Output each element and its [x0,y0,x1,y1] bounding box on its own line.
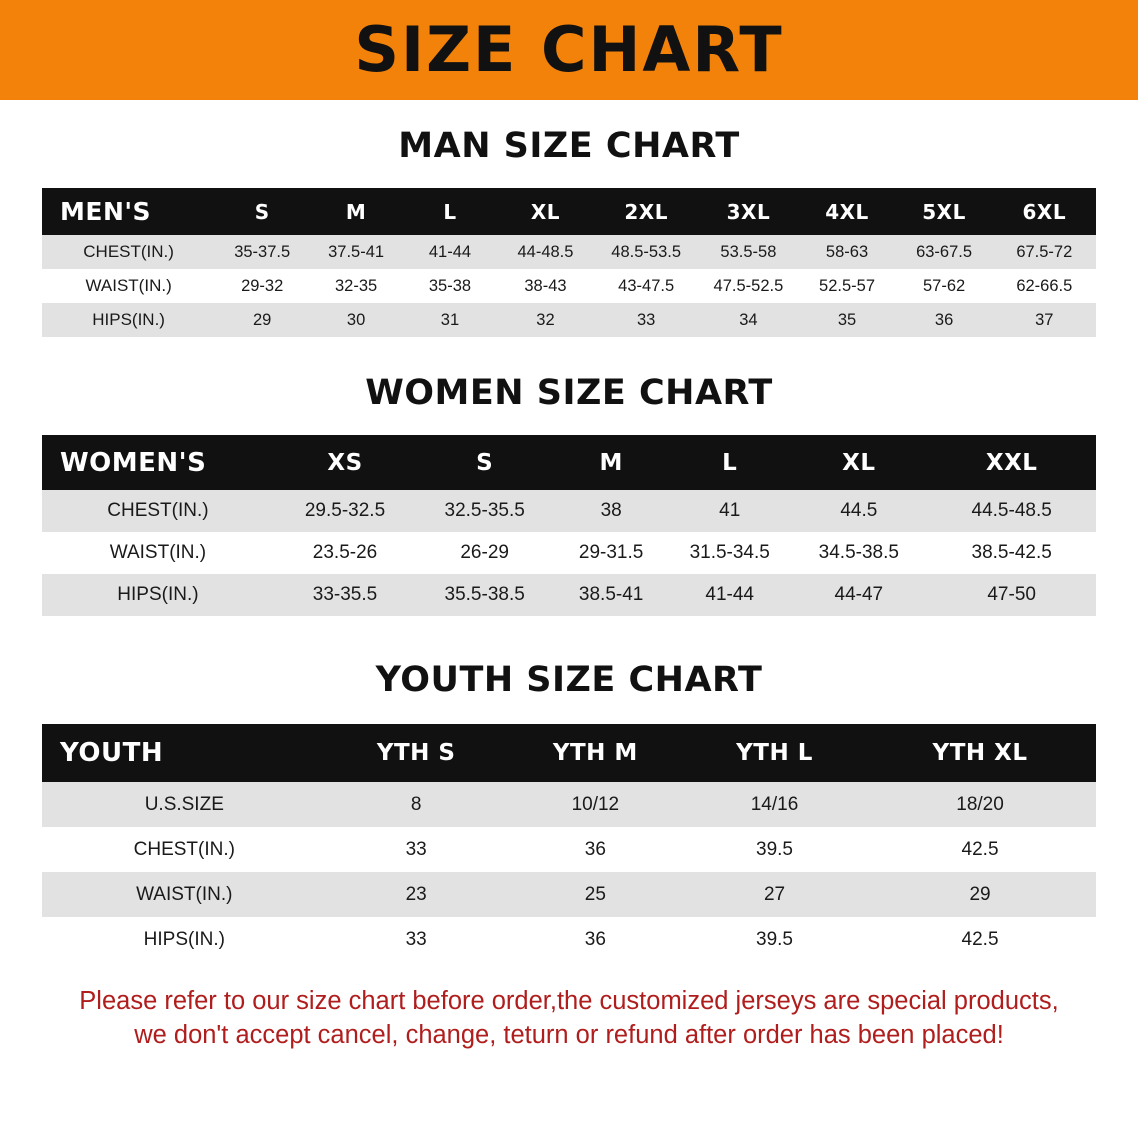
youth-size-table [42,724,1096,962]
youth-cell: 29 [864,872,1096,917]
women-cell: 44.5-48.5 [927,490,1096,532]
youth-cell: 33 [327,827,506,872]
man-cell: 58-63 [799,235,896,269]
women-row-label: WAIST(IN.) [42,532,274,574]
youth-header-cell: YOUTH [42,724,327,782]
youth-row-label: WAIST(IN.) [42,872,327,917]
man-section-heading: MAN SIZE CHART [398,126,740,166]
man-size-table [42,188,1096,337]
youth-cell: 18/20 [864,782,1096,827]
man-cell: 36 [896,303,993,337]
women-header-cell: M [553,435,669,490]
women-cell: 41-44 [669,574,790,616]
man-header-cell: 3XL [698,188,798,235]
youth-row-label: HIPS(IN.) [42,917,327,962]
youth-cell: 10/12 [506,782,685,827]
women-header-cell: XL [790,435,927,490]
table-row [42,872,1096,917]
youth-cell: 36 [506,917,685,962]
man-cell: 35-38 [403,269,497,303]
man-cell: 37.5-41 [309,235,403,269]
women-cell: 38.5-42.5 [927,532,1096,574]
women-cell: 38.5-41 [553,574,669,616]
man-cell: 41-44 [403,235,497,269]
youth-header-cell: YTH XL [864,724,1096,782]
women-header-cell: XS [274,435,416,490]
youth-header-cell: YTH L [685,724,864,782]
women-size-table [42,435,1096,616]
man-row-label: WAIST(IN.) [42,269,215,303]
women-row-label: CHEST(IN.) [42,490,274,532]
man-header-cell: 6XL [993,188,1096,235]
table-row [42,235,1096,269]
man-table-header-row [42,188,1096,235]
women-cell: 26-29 [416,532,553,574]
table-row [42,917,1096,962]
women-cell: 33-35.5 [274,574,416,616]
youth-table-header-row [42,724,1096,782]
women-cell: 44-47 [790,574,927,616]
youth-table-wrapper [0,724,1138,962]
man-cell: 35 [799,303,896,337]
women-cell: 29.5-32.5 [274,490,416,532]
policy-note-line-2: we don't accept cancel, change, teturn or refund after order has been placed! [134,1021,1004,1050]
man-header-cell: XL [497,188,594,235]
women-table-wrapper [0,435,1138,616]
table-row [42,303,1096,337]
youth-cell: 27 [685,872,864,917]
women-header-cell: L [669,435,790,490]
youth-cell: 23 [327,872,506,917]
man-cell: 38-43 [497,269,594,303]
women-cell: 38 [553,490,669,532]
man-header-cell: MEN'S [42,188,215,235]
man-row-label: HIPS(IN.) [42,303,215,337]
man-cell: 32 [497,303,594,337]
youth-cell: 14/16 [685,782,864,827]
page-title: SIZE CHART [354,13,784,86]
man-header-cell: 4XL [799,188,896,235]
man-cell: 30 [309,303,403,337]
man-cell: 37 [993,303,1096,337]
women-header-cell: XXL [927,435,1096,490]
youth-row-label: CHEST(IN.) [42,827,327,872]
youth-cell: 8 [327,782,506,827]
man-cell: 63-67.5 [896,235,993,269]
women-section-heading: WOMEN SIZE CHART [365,373,773,413]
table-row [42,574,1096,616]
man-cell: 53.5-58 [698,235,798,269]
man-cell: 62-66.5 [993,269,1096,303]
man-header-cell: L [403,188,497,235]
man-cell: 33 [594,303,698,337]
table-row [42,827,1096,872]
table-row [42,782,1096,827]
women-cell: 32.5-35.5 [416,490,553,532]
man-cell: 29 [215,303,309,337]
man-cell: 43-47.5 [594,269,698,303]
women-row-label: HIPS(IN.) [42,574,274,616]
women-header-cell: WOMEN'S [42,435,274,490]
youth-cell: 33 [327,917,506,962]
man-header-cell: 5XL [896,188,993,235]
youth-section-heading: YOUTH SIZE CHART [375,660,763,700]
man-header-cell: S [215,188,309,235]
man-row-label: CHEST(IN.) [42,235,215,269]
youth-cell: 42.5 [864,827,1096,872]
women-cell: 34.5-38.5 [790,532,927,574]
women-cell: 31.5-34.5 [669,532,790,574]
table-row [42,269,1096,303]
women-cell: 35.5-38.5 [416,574,553,616]
women-table-header-row [42,435,1096,490]
table-row [42,532,1096,574]
man-cell: 34 [698,303,798,337]
youth-cell: 36 [506,827,685,872]
policy-note [0,984,1138,1053]
man-header-cell: 2XL [594,188,698,235]
man-cell: 31 [403,303,497,337]
youth-header-cell: YTH S [327,724,506,782]
man-cell: 44-48.5 [497,235,594,269]
man-cell: 29-32 [215,269,309,303]
women-cell: 47-50 [927,574,1096,616]
table-row [42,490,1096,532]
youth-header-cell: YTH M [506,724,685,782]
man-header-cell: M [309,188,403,235]
women-cell: 44.5 [790,490,927,532]
youth-row-label: U.S.SIZE [42,782,327,827]
man-cell: 32-35 [309,269,403,303]
man-table-wrapper [0,188,1138,337]
women-header-cell: S [416,435,553,490]
youth-cell: 42.5 [864,917,1096,962]
man-cell: 67.5-72 [993,235,1096,269]
youth-cell: 39.5 [685,917,864,962]
man-cell: 48.5-53.5 [594,235,698,269]
women-cell: 41 [669,490,790,532]
women-cell: 29-31.5 [553,532,669,574]
policy-note-line-1: Please refer to our size chart before order,the customized jerseys are special products, [79,987,1059,1015]
man-cell: 47.5-52.5 [698,269,798,303]
man-cell: 52.5-57 [799,269,896,303]
youth-cell: 25 [506,872,685,917]
women-cell: 23.5-26 [274,532,416,574]
man-cell: 57-62 [896,269,993,303]
youth-cell: 39.5 [685,827,864,872]
page-banner [0,0,1138,100]
man-cell: 35-37.5 [215,235,309,269]
